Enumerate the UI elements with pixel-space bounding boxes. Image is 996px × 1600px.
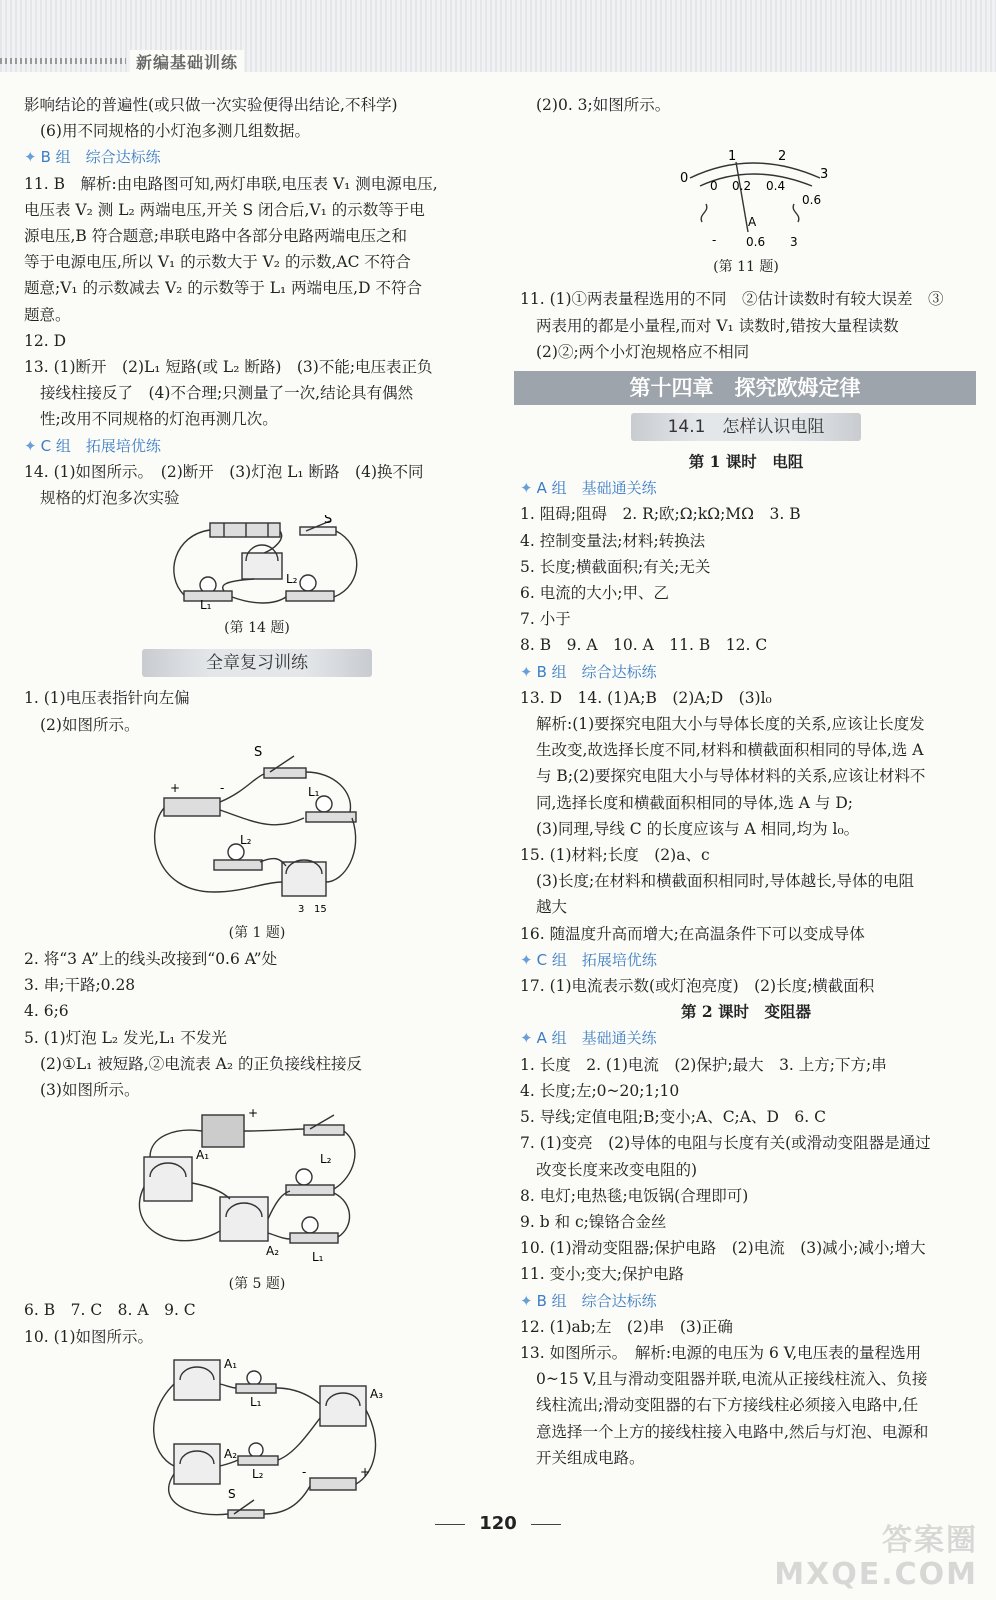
diamond-icon: ✦ <box>520 479 533 498</box>
answer-11: 11. B 解析:由电路图可知,两灯串联,电压表 V₁ 测电源电压, <box>24 174 438 193</box>
lamp-label: L₂ <box>320 1152 332 1167</box>
text-line: 与 B;(2)要探究电阻大小与导体材料的关系,应该让材料不 <box>536 767 926 786</box>
watermark-line: MXQE.COM <box>774 1557 978 1592</box>
terminal-label: 0.6 <box>746 235 766 250</box>
terminal-label: - <box>220 780 225 795</box>
group-heading: ✦ B 组 综合达标练 <box>520 1291 657 1310</box>
answer-line: 8. 电灯;电热毯;电饭锅(合理即可) <box>520 1186 749 1205</box>
answer-12: 12. D <box>24 331 67 350</box>
answer-line: 12. (1)ab;左 (2)串 (3)正确 <box>520 1317 733 1336</box>
text-line: 越大 <box>536 898 568 917</box>
text-line: (3)如图所示。 <box>40 1081 140 1100</box>
meter-label: A₂ <box>224 1446 238 1461</box>
figure-caption: (第 11 题) <box>713 259 779 276</box>
lamp-label: L₁ <box>200 598 212 612</box>
answer-line: 6. 电流的大小;甲、乙 <box>520 584 669 603</box>
circuit-figure-10 <box>24 1354 490 1528</box>
text-line: (2)如图所示。 <box>40 715 140 734</box>
watermark-line: 答案圈 <box>882 1523 978 1558</box>
text-line: 解析:(1)要探究电阻大小与导体长度的关系,应该让长度发 <box>536 715 925 734</box>
group-heading: ✦ B 组 综合达标练 <box>24 148 161 167</box>
meter-label: A₁ <box>224 1356 238 1371</box>
review-answer-1: 1. (1)电压表指针向左偏 <box>24 689 190 708</box>
answer-line: 15. (1)材料;长度 (2)a、c <box>520 846 710 865</box>
text-line: 源电压,B 符合题意;串联电路中各部分电路两端电压之和 <box>24 227 407 246</box>
review-answer-2: 2. 将“3 A”上的线头改接到“0.6 A”处 <box>24 950 278 969</box>
text-line: 同,选择长度和横截面积相同的导体,选 A 与 D; <box>536 793 853 812</box>
text-line: 开关组成电路。 <box>536 1448 645 1467</box>
answer-13: 13. (1)断开 (2)L₁ 短路(或 L₂ 断路) (3)不能;电压表正负 <box>24 358 433 377</box>
right-column <box>520 92 972 1471</box>
text-line: (6)用不同规格的小灯泡多测几组数据。 <box>40 122 310 141</box>
diamond-icon: ✦ <box>520 950 533 969</box>
footer-dash <box>435 1524 465 1525</box>
meter-label: A₃ <box>370 1386 384 1401</box>
answer-14: 14. (1)如图所示。 (2)断开 (3)灯泡 L₁ 断路 (4)换不同 <box>24 462 424 481</box>
footer-dash <box>531 1524 561 1525</box>
answer-line: 4. 控制变量法;材料;转换法 <box>520 531 706 550</box>
text-line: 题意。 <box>24 305 71 324</box>
answer-line: 9. b 和 c;镍铬合金丝 <box>520 1212 667 1231</box>
group-heading: ✦ A 组 基础通关练 <box>520 479 657 498</box>
answer-line: 7. 小于 <box>520 610 571 629</box>
diamond-icon: ✦ <box>24 436 37 455</box>
circuit-figure-14 <box>24 515 490 611</box>
page-header-band <box>0 0 996 72</box>
answer-line: 7. (1)变亮 (2)导体的电阻与长度有关(或滑动变阻器是通过 <box>520 1134 931 1153</box>
text-line: 接线柱接反了 (4)不合理;只测量了一次,结论具有偶然 <box>40 384 414 403</box>
text-line: 生改变,故选择长度不同,材料和横截面积相同的导体,选 A <box>536 741 924 760</box>
diamond-icon: ✦ <box>520 662 533 681</box>
lamp-label: L₂ <box>240 832 252 847</box>
text-line: (3)同理,导线 C 的长度应该与 A 相同,均为 l₀。 <box>536 819 860 838</box>
diamond-icon: ✦ <box>520 1029 533 1048</box>
figure-caption: (第 5 题) <box>228 1276 286 1293</box>
dial-tick: 0.4 <box>766 179 786 194</box>
answer-line: 1. 阻碍;阻碍 2. R;欧;Ω;kΩ;MΩ 3. B <box>520 505 801 524</box>
answer-line: 8. B 9. A 10. A 11. B 12. C <box>520 636 768 655</box>
review-answer-5: 5. (1)灯泡 L₂ 发光,L₁ 不发光 <box>24 1028 227 1047</box>
answer-line: 10. (1)滑动变阻器;保护电路 (2)电流 (3)减小;减小;增大 <box>520 1239 926 1258</box>
group-heading: ✦ C 组 拓展培优练 <box>24 436 161 455</box>
answer-line: 11. 变小;变大;保护电路 <box>520 1265 685 1284</box>
watermark <box>774 1524 978 1592</box>
terminal-label: 3 <box>790 235 798 250</box>
group-heading: ✦ B 组 综合达标练 <box>520 662 657 681</box>
switch-label: S <box>324 515 333 528</box>
circuit-figure-5 <box>24 1107 490 1267</box>
meter-label: A₂ <box>266 1244 280 1259</box>
header-dots <box>0 58 126 64</box>
scale-label: 3 <box>298 903 305 915</box>
lamp-label: L₂ <box>286 572 298 587</box>
terminal-label: + <box>360 1464 371 1479</box>
review-answer-6-9: 6. B 7. C 8. A 9. C <box>24 1301 196 1320</box>
left-column <box>24 92 490 1532</box>
answer-line: 16. 随温度升高而增大;在高温条件下可以变成导体 <box>520 924 865 943</box>
text-line: 两表用的都是小量程,而对 V₁ 读数时,错按大量程读数 <box>536 316 899 335</box>
text-line: (2)0. 3;如图所示。 <box>536 96 671 114</box>
text-line: (2)②;两个小灯泡规格应不相同 <box>536 342 750 361</box>
answer-line: 5. 长度;横截面积;有关;无关 <box>520 557 711 576</box>
dial-tick: 2 <box>778 149 787 165</box>
ammeter-dial-figure-11 <box>520 122 972 250</box>
group-heading: ✦ A 组 基础通关练 <box>520 1029 657 1048</box>
terminal-label: - <box>712 233 717 248</box>
circuit-figure-1 <box>24 742 490 916</box>
scale-label: 15 <box>314 903 327 915</box>
answer-line: 1. 长度 2. (1)电流 (2)保护;最大 3. 上方;下方;串 <box>520 1055 887 1074</box>
lamp-label: L₂ <box>252 1466 264 1481</box>
review-answer-10: 10. (1)如图所示。 <box>24 1327 154 1346</box>
dial-tick: 0 <box>710 179 718 194</box>
dial-tick: 0.2 <box>732 179 752 194</box>
lamp-label: L₁ <box>312 1250 324 1265</box>
dial-tick: 3 <box>820 167 829 183</box>
diamond-icon: ✦ <box>24 148 37 167</box>
group-heading: ✦ C 组 拓展培优练 <box>520 950 657 969</box>
text-line: 改变长度来改变电阻的) <box>536 1160 698 1179</box>
meter-label: A₁ <box>196 1148 210 1163</box>
text-line: 线柱流出;滑动变阻器的右下方接线柱必须接入电路中,任 <box>536 1396 919 1415</box>
lesson-title: 第 2 课时 变阻器 <box>680 1002 812 1022</box>
page-number: 120 <box>479 1513 517 1534</box>
text-line: 规格的灯泡多次实验 <box>40 489 180 508</box>
text-line: 影响结论的普遍性(或只做一次实验便得出结论,不科学) <box>24 96 398 114</box>
terminal-label: - <box>302 1464 307 1479</box>
answer-line: 4. 长度;左;0~20;1;10 <box>520 1081 680 1100</box>
terminal-label: + <box>248 1107 259 1121</box>
dial-tick: 0 <box>680 171 689 187</box>
review-answer-3: 3. 串;干路;0.28 <box>24 976 136 995</box>
answer-line: 5. 导线;定值电阻;B;变小;A、C;A、D 6. C <box>520 1108 826 1127</box>
text-line: (2)①L₁ 被短路,②电流表 A₂ 的正负接线柱接反 <box>40 1054 362 1073</box>
lamp-label: L₁ <box>250 1394 262 1409</box>
answer-11: 11. (1)①两表量程选用的不同 ②估计读数时有较大误差 ③ <box>520 290 944 309</box>
text-line: 电压表 V₂ 测 L₂ 两端电压,开关 S 闭合后,V₁ 的示数等于电 <box>24 200 425 219</box>
figure-caption: (第 14 题) <box>224 620 290 637</box>
answer-line: 13. 如图所示。 解析:电源的电压为 6 V,电压表的量程选用 <box>520 1343 922 1362</box>
text-line: 等于电源电压,所以 V₁ 的示数大于 V₂ 的示数,AC 不符合 <box>24 253 411 272</box>
lesson-title: 第 1 课时 电阻 <box>688 452 804 472</box>
text-line: 题意;V₁ 的示数减去 V₂ 的示数等于 L₁ 两端电压,D 不符合 <box>24 279 422 298</box>
dial-tick: 0.6 <box>802 193 822 208</box>
unit-label: A <box>748 215 757 230</box>
dial-tick: 1 <box>728 149 737 165</box>
chapter-banner: 第十四章 探究欧姆定律 <box>514 371 976 405</box>
answer-line: 17. (1)电流表示数(或灯泡亮度) (2)长度;横截面积 <box>520 977 875 996</box>
text-line: 意选择一个上方的接线柱接入电路中,然后与灯泡、电源和 <box>536 1422 929 1441</box>
text-line: (3)长度;在材料和横截面积相同时,导体越长,导体的电阻 <box>536 872 915 891</box>
switch-label: S <box>228 1486 236 1501</box>
figure-caption: (第 1 题) <box>228 924 286 941</box>
diamond-icon: ✦ <box>520 1291 533 1310</box>
text-line: 0~15 V,且与滑动变阻器并联,电流从正接线柱流入、负接 <box>536 1370 928 1389</box>
section-banner: 全章复习训练 <box>142 649 372 677</box>
text-line: 性;改用不同规格的灯泡再测几次。 <box>40 410 278 429</box>
lamp-label: L₁ <box>308 784 320 799</box>
review-answer-4: 4. 6;6 <box>24 1002 69 1021</box>
switch-label: S <box>254 744 263 760</box>
answer-line: 13. D 14. (1)A;B (2)A;D (3)l₀ <box>520 688 772 707</box>
terminal-label: + <box>170 780 181 795</box>
section-banner: 14.1 怎样认识电阻 <box>631 413 861 441</box>
book-title: 新编基础训练 <box>130 50 244 73</box>
